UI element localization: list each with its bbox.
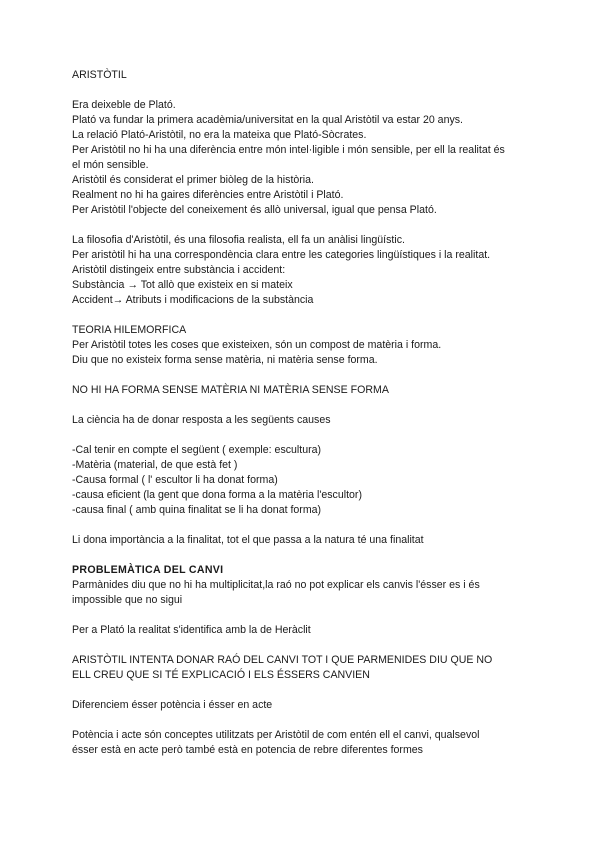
text-line: Diu que no existeix forma sense matèria, ni matèria sense forma. (72, 354, 378, 366)
text-line: Li dona importància a la finalitat, tot el que passa a la natura té una finalitat (72, 534, 424, 546)
section-heading-bold: PROBLEMÀTICA DEL CANVI (72, 564, 224, 576)
text-line: Era deixeble de Plató. (72, 99, 176, 111)
text-line: ésser està en acte però també està en potencia de rebre diferentes formes (72, 744, 423, 756)
text-line: Substància → Tot allò que existeix en si mateix (72, 279, 293, 291)
list-item: -causa final ( amb quina finalitat se li ha donat forma) (72, 504, 322, 516)
text-line: Realment no hi ha gaires diferències entre Aristòtil i Plató. (72, 189, 344, 201)
text-line: Accident→ Atributs i modificacions de la substància (72, 294, 314, 306)
text-line: Parmànides diu que no hi ha multiplicitat,la raó no pot explicar els canvis l'ésser es i és (72, 579, 480, 591)
text-line: Plató va fundar la primera acadèmia/universitat en la qual Aristòtil va estar 20 anys. (72, 114, 463, 126)
text-line: Aristòtil és considerat el primer biòleg de la història. (72, 174, 315, 186)
text-line: Potència i acte són conceptes utilitzats per Aristòtil de com entén ell el canvi, qualsevol (72, 729, 480, 741)
text-line: Per Aristòtil no hi ha una diferència entre món intel·ligible i món sensible, per ell la realitat és (72, 144, 505, 156)
list-item: -Matèria (material, de que està fet ) (72, 459, 238, 471)
list-item: -Cal tenir en compte el següent ( exemple: escultura) (72, 444, 322, 456)
list-item: -causa eficient (la gent que dona forma a la matèria l'escultor) (72, 489, 362, 501)
text-line: Aristòtil distingeix entre substància i accident: (72, 264, 286, 276)
text-line: impossible que no sigui (72, 594, 183, 606)
text-line: Per aristòtil hi ha una correspondència clara entre les categories lingüístiques i la realitat. (72, 249, 491, 261)
list-item: -Causa formal ( l' escultor li ha donat forma) (72, 474, 278, 486)
document-title: ARISTÒTIL (72, 69, 127, 81)
text-line: Diferenciem ésser potència i ésser en acte (72, 699, 273, 711)
intro-paragraph (72, 98, 542, 218)
section-heading: ELL CREU QUE SI TÉ EXPLICACIÓ I ELS ÉSSERS CANVIEN (72, 669, 370, 681)
causes-list (72, 443, 542, 518)
section-heading: TEORIA HILEMORFICA (72, 324, 187, 336)
section-heading: ARISTÒTIL INTENTA DONAR RAÓ DEL CANVI TOT I QUE PARMENIDES DIU QUE NO (72, 654, 493, 666)
potency-paragraph (72, 728, 542, 758)
attempt-heading (72, 653, 542, 683)
text-line: el món sensible. (72, 159, 149, 171)
hylemorphism-section (72, 323, 542, 368)
text-line: La relació Plató-Aristòtil, no era la mateixa que Plató-Sòcrates. (72, 129, 367, 141)
change-section (72, 563, 542, 608)
text-line: Per Aristòtil totes les coses que existeixen, són un compost de matèria i forma. (72, 339, 442, 351)
realism-paragraph (72, 233, 542, 308)
text-line: Per Aristòtil l'objecte del coneixement és allò universal, igual que pensa Plató. (72, 204, 437, 216)
section-heading: NO HI HA FORMA SENSE MATÈRIA NI MATÈRIA SENSE FORMA (72, 384, 389, 396)
text-line: Per a Plató la realitat s'identifica amb la de Heràclit (72, 624, 311, 636)
text-line: La ciència ha de donar resposta a les següents causes (72, 414, 331, 426)
document-page (72, 68, 542, 758)
text-line: La filosofia d'Aristòtil, és una filosofia realista, ell fa un anàlisi lingüístic. (72, 234, 405, 246)
